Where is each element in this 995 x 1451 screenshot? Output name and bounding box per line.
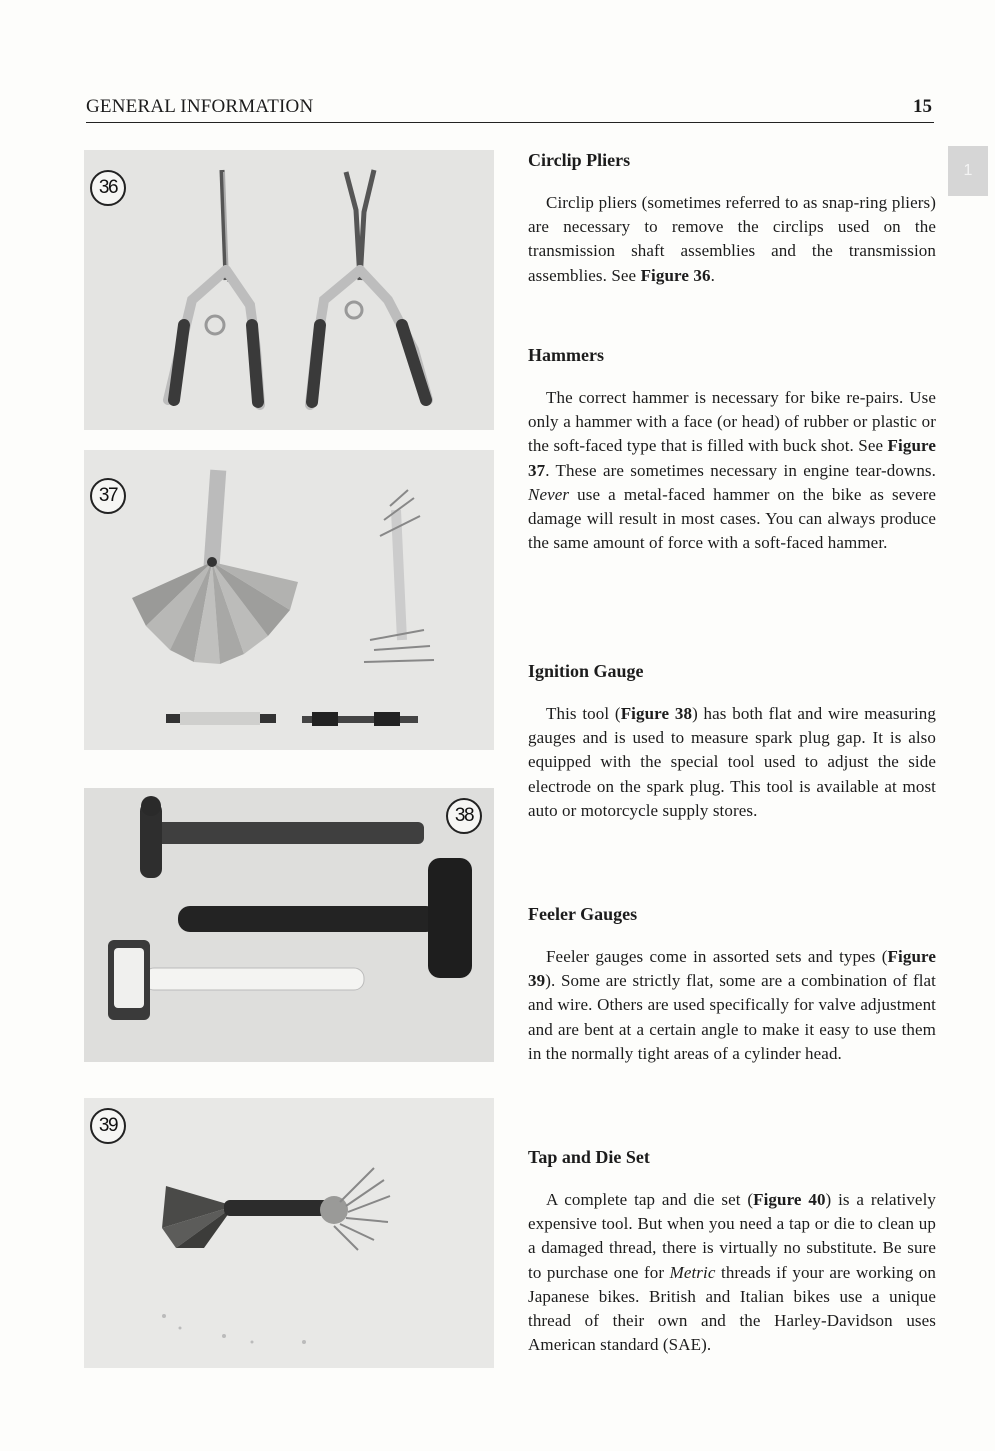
section-circlip-pliers — [528, 150, 936, 288]
chapter-tab: 1 — [948, 146, 988, 196]
section-paragraph: The correct hammer is necessary for bike re-pairs. Use only a hammer with a face (or head) of rubber or plastic or the soft-faced type that is filled with buck shot. See Figure 37. These are sometimes necessary in engine tear-downs. Never use a metal-faced hammer on the bike as severe damage will result in most cases. You can always produce the same amount of force with a soft-faced hammer. — [528, 388, 936, 553]
ignition-gauge-illustration — [84, 450, 494, 750]
section-hammers — [528, 345, 936, 555]
figure-37-photo — [84, 450, 494, 750]
figure-36-photo — [84, 150, 494, 430]
section-heading: Feeler Gauges — [528, 904, 638, 924]
section-heading: Ignition Gauge — [528, 661, 644, 681]
section-ignition-gauge — [528, 661, 936, 823]
figure-number-38: 38 — [446, 798, 482, 834]
section-paragraph: Feeler gauges come in assorted sets and types (Figure 39). Some are strictly flat, some are a combination of flat and wire. Others are used specifically for valve adjustment and are bent at a certain angle to make it easy to use them in the normally tight areas of a cylinder head. — [528, 947, 936, 1063]
section-paragraph: This tool (Figure 38) has both flat and wire measuring gauges and is used to measure spark plug gap. It is also equipped with the special tool used to adjust the side electrode on the spark plug. This tool is available at most auto or motorcycle supply stores. — [528, 704, 936, 820]
hammers-illustration — [84, 788, 494, 1062]
section-paragraph: Circlip pliers (sometimes referred to as snap-ring pliers) are necessary to remove the circlips used on the transmission shaft assemblies and the transmission assemblies. See Figure 36. — [528, 193, 936, 285]
circlip-pliers-illustration — [84, 150, 494, 430]
section-paragraph: A complete tap and die set (Figure 40) is a relatively expensive tool. But when you need a tap or die to clean up a damaged thread, there is virtually no substitute. Be sure to purchase one for Metric threads if your are working on Japanese bikes. British and Italian bikes use a unique thread of their own and the Harley-Davidson uses American standard (SAE). — [528, 1190, 937, 1355]
section-heading: Tap and Die Set — [528, 1147, 650, 1167]
figure-39-photo — [84, 1098, 494, 1368]
section-heading: Circlip Pliers — [528, 150, 631, 170]
running-head-title: GENERAL INFORMATION — [86, 96, 314, 117]
section-tap-and-die-set — [528, 1147, 936, 1357]
section-heading: Hammers — [528, 345, 604, 365]
section-feeler-gauges — [528, 904, 936, 1066]
figure-number-36: 36 — [90, 170, 126, 206]
page-number: 15 — [913, 96, 932, 117]
running-head — [86, 96, 934, 123]
feeler-gauges-illustration — [84, 1098, 494, 1368]
figure-38-photo — [84, 788, 494, 1062]
figure-number-39: 39 — [90, 1108, 126, 1144]
figure-number-37: 37 — [90, 478, 126, 514]
